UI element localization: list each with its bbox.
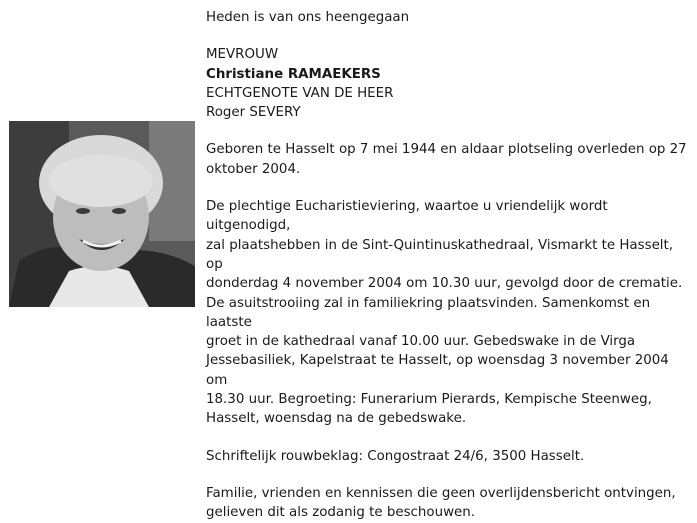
ceremony-line: Jessebasiliek, Kapelstraat te Hasselt, op woensdag 3 november 2004 om bbox=[206, 353, 669, 388]
birth-death-line: oktober 2004. bbox=[206, 161, 301, 177]
obituary-text bbox=[206, 8, 691, 523]
ceremony-line: De asuitstrooiing zal in familiekring plaatsvinden. Samenkomst en laatste bbox=[206, 295, 651, 330]
ceremony-line: De plechtige Eucharistieviering, waartoe u vriendelijk wordt uitgenodigd, bbox=[206, 199, 608, 234]
ceremony-line: 18.30 uur. Begroeting: Funerarium Pierards, Kempische Steenweg, bbox=[206, 392, 652, 408]
closing-line: gelieven dit als zodanig te beschouwen. bbox=[206, 505, 476, 521]
ceremony-line: Hasselt, woensdag na de gebedswake. bbox=[206, 411, 467, 427]
ceremony-line: groet in de kathedraal vanaf 10.00 uur. Gebedswake in de Virga bbox=[206, 334, 636, 350]
condolence-line: Schriftelijk rouwbeklag: Congostraat 24/6, 3500 Hasselt. bbox=[206, 448, 585, 464]
deceased-name: Christiane RAMAEKERS bbox=[206, 66, 381, 82]
spouse-name: Roger SEVERY bbox=[206, 105, 301, 121]
title-line: MEVROUW bbox=[206, 47, 279, 63]
spouse-label: ECHTGENOTE VAN DE HEER bbox=[206, 85, 394, 101]
ceremony-line: zal plaatshebben in de Sint-Quintinuskathedraal, Vismarkt te Hasselt, op bbox=[206, 237, 674, 272]
closing-line: Familie, vrienden en kennissen die geen overlijdensbericht ontvingen, bbox=[206, 485, 676, 501]
intro-line: Heden is van ons heengegaan bbox=[206, 10, 410, 25]
ceremony-line: donderdag 4 november 2004 om 10.30 uur, gevolgd door de crematie. bbox=[206, 276, 683, 292]
birth-death-line: Geboren te Hasselt op 7 mei 1944 en aldaar plotseling overleden op 27 bbox=[206, 142, 687, 158]
portrait-photo bbox=[9, 121, 195, 307]
